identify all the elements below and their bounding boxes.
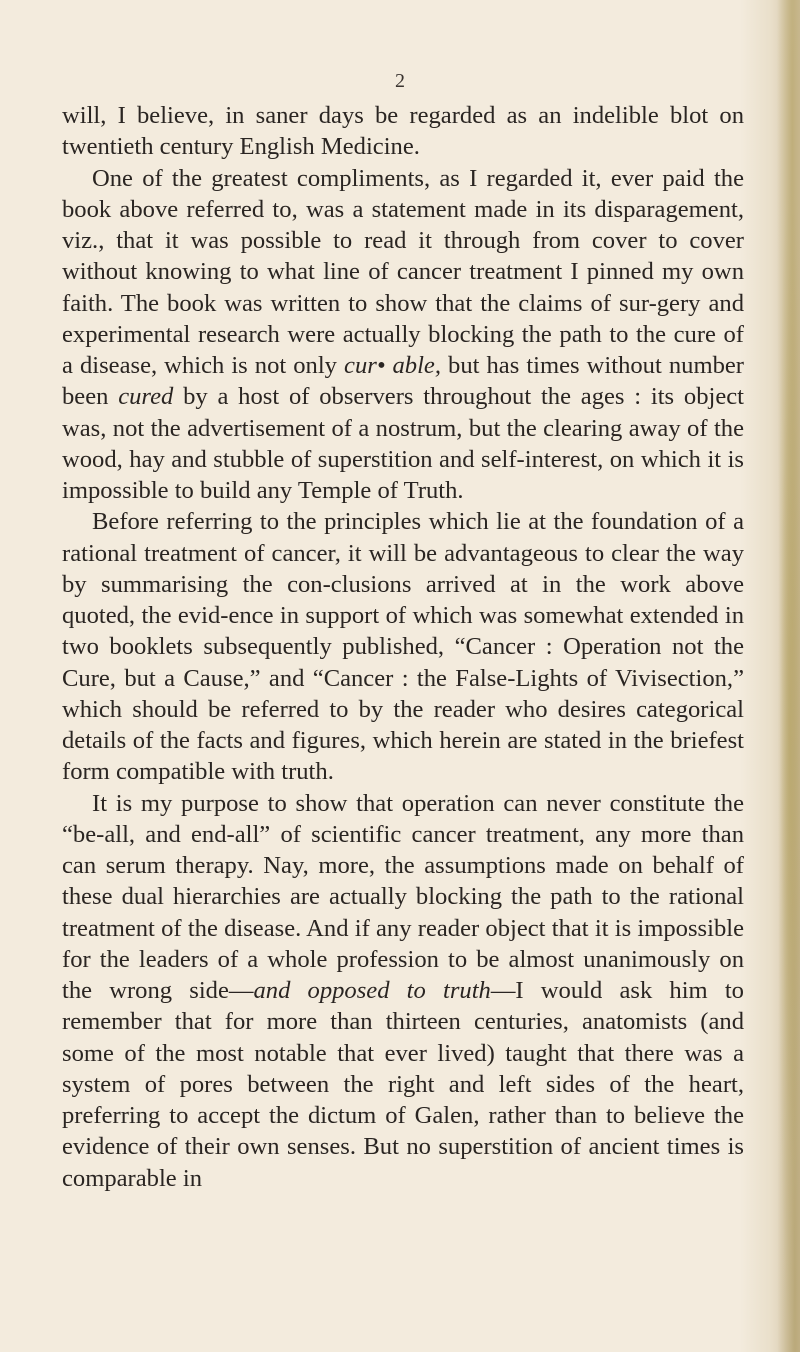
italic-text: cur• able,: [344, 352, 441, 379]
paragraph-2-text: by a host of observers throughout the ages : its object was, not the advertisement of a nostrum, but the clearing away of the wood, hay and stubble of superstition and self-interest, on which it is impossible to build any Temple of Truth.: [62, 383, 744, 504]
paragraph-2-text: but has times without number been: [62, 352, 744, 411]
italic-text: cured: [118, 383, 174, 411]
body-text: [62, 100, 744, 1194]
paragraph-3: Before referring to the principles which lie at the foundation of a rational treatment of cancer, it will be advantageous to clear the way by summarising the con-clusions arrived at in the work above quoted, the evid-ence in support of which was somewhat extended in two booklets subsequently published, “Cancer : Operation not the Cure, but a Cause,” and “Cancer : the False-Lights of Vivisection,” which should be referred to by the reader who desires categorical details of the facts and figures, which herein are stated in the briefest form compatible with truth.: [62, 508, 744, 786]
paragraph-4: [62, 788, 744, 1194]
paragraph-4-text: It is my purpose to show that operation can never constitute the “be-all, and end-all” of scientific cancer treatment, any more than can serum therapy. Nay, more, the assumptions made on behalf of these dual hierarchies are actually blocking the path to the rational treatment of the disease. And if any reader object that it is impossible for the leaders of a whole profession to be almost unanimously on the wrong side—: [62, 789, 744, 1004]
paragraph-2: [62, 163, 744, 507]
paragraph-2-text: One of the greatest compliments, as I regarded it, ever paid the book above referred to, was a statement made in its disparagement, viz., that it was possible to read it through from cover to cover without knowing to what line of cancer treatment I pinned my own faith. The book was written to show that the claims of sur-gery and experimental research were actually blocking the path to the cure of a disease, which is not only: [62, 164, 744, 379]
page-number: 2: [395, 70, 405, 92]
page-edge-stain: [774, 0, 800, 1352]
paragraph-1: will, I believe, in saner days be regarded as an indelible blot on twentieth century English Medicine.: [62, 102, 744, 161]
italic-text: and opposed to truth: [253, 977, 491, 1004]
paragraph-4-text: —I would ask him to remember that for more than thirteen centuries, anatomists (and some of the most notable that ever lived) taught that there was a system of pores between the right and left sides of the heart, preferring to accept the dictum of Galen, rather than to believe the evidence of their own senses. But no superstition of ancient times is comparable in: [62, 977, 744, 1192]
